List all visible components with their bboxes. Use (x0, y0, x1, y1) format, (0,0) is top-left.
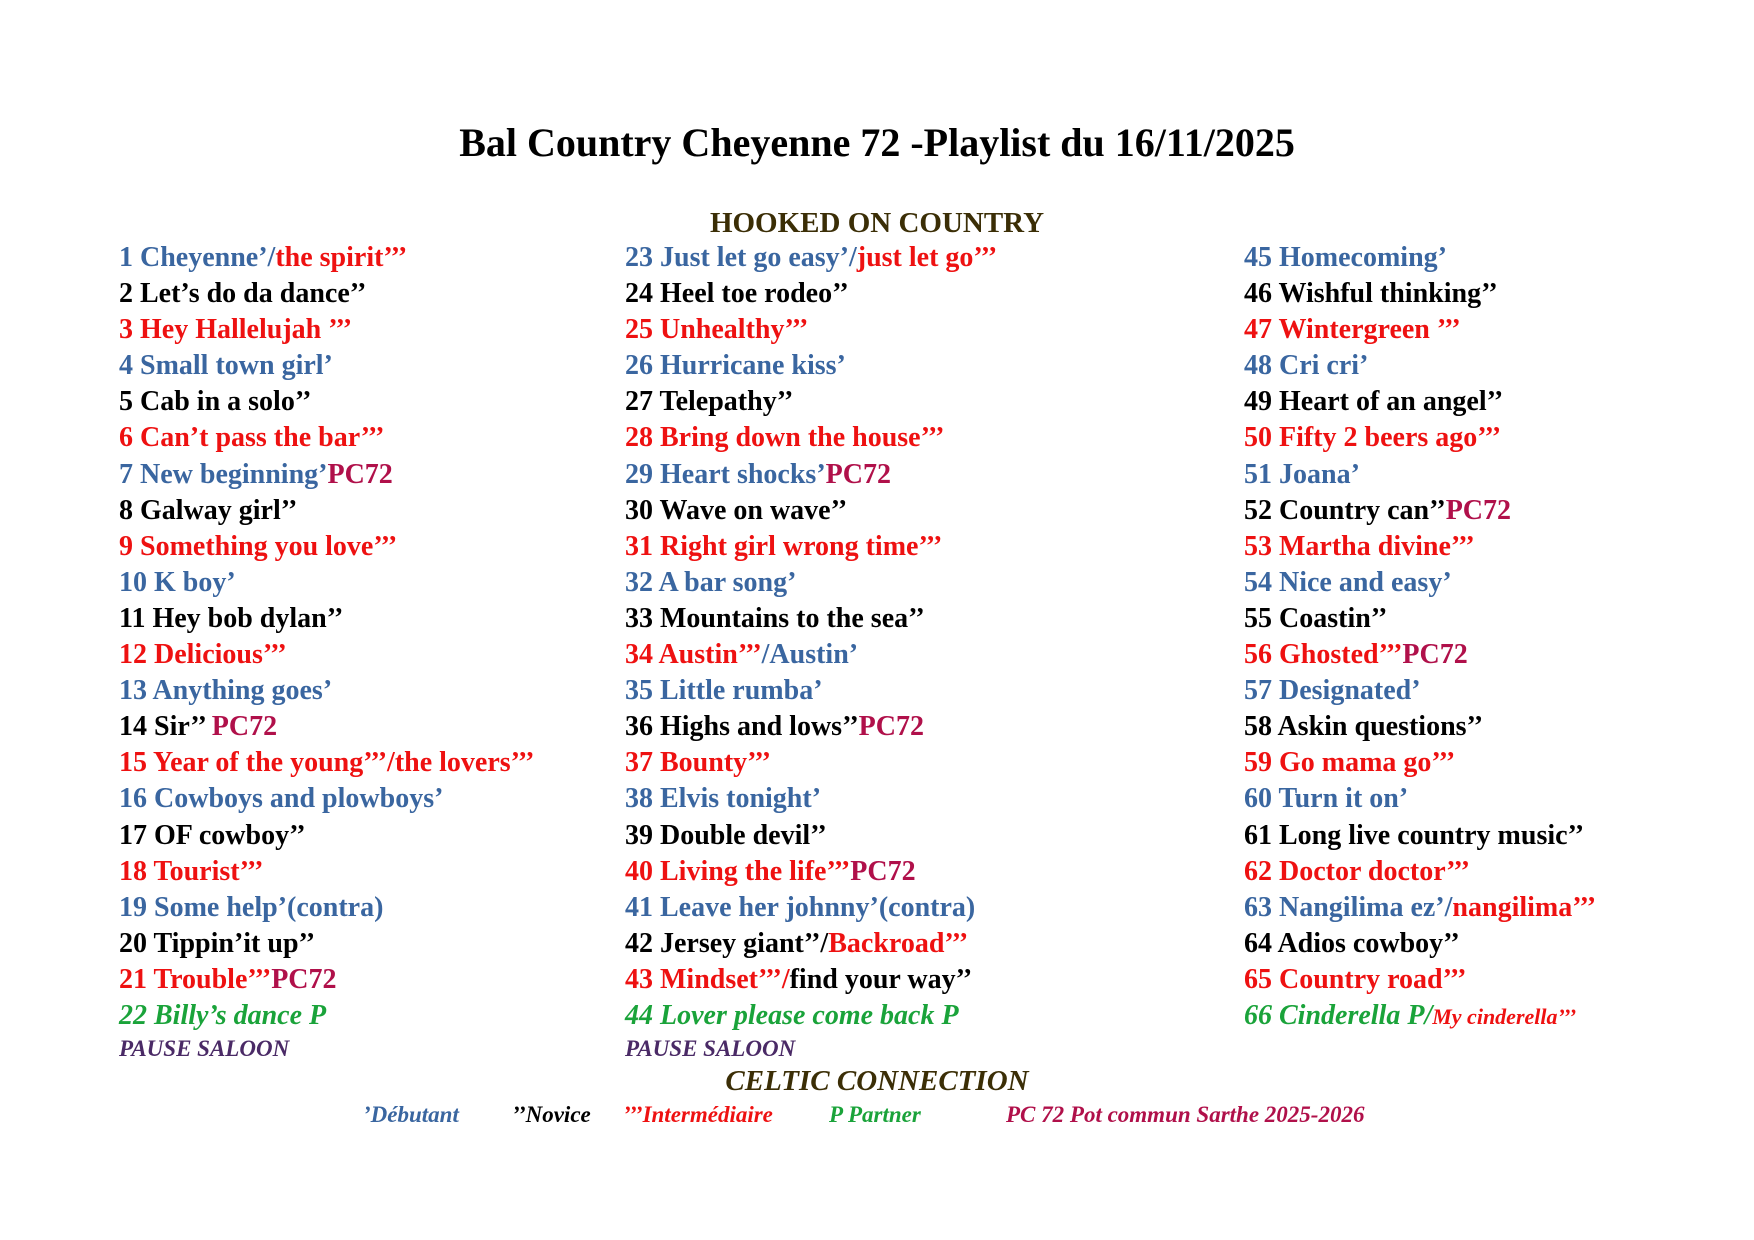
playlist-item (625, 745, 997, 781)
playlist-item (625, 420, 997, 456)
playlist-item-segment: 20 Tippin’it up’’ (119, 927, 316, 959)
playlist-item (1244, 745, 1596, 781)
playlist-item-segment: 55 Coastin’’ (1244, 602, 1388, 634)
playlist-item-segment: PC72 (825, 458, 891, 490)
playlist-item-segment: 23 Just let go easy’/ (625, 242, 857, 273)
playlist-item (119, 818, 535, 854)
playlist-item (119, 457, 535, 493)
playlist-item (119, 348, 535, 384)
legend (0, 1100, 1754, 1130)
playlist-item-segment: 51 Joana’ (1244, 458, 1360, 490)
playlist-item (1244, 601, 1596, 637)
playlist-item (625, 637, 997, 673)
playlist-item (1244, 926, 1596, 962)
playlist-item-segment: 3 Hey Hallelujah ’’’ (119, 314, 353, 346)
playlist-item (1244, 637, 1596, 673)
playlist-item (1244, 493, 1596, 529)
playlist-item (625, 240, 997, 276)
playlist-item-segment: 62 Doctor doctor’’’ (1244, 855, 1470, 887)
section-heading-top: HOOKED ON COUNTRY (709, 207, 1045, 239)
playlist-item (1244, 457, 1596, 493)
playlist-item-segment: 10 K boy’ (119, 566, 236, 598)
playlist-item-segment: 45 Homecoming’ (1244, 242, 1447, 273)
playlist-item-segment: nangilima’’’ (1452, 891, 1597, 923)
playlist-item (119, 493, 535, 529)
playlist-item-segment: 56 Ghosted’’’ (1244, 639, 1403, 671)
playlist-item (119, 312, 535, 348)
playlist-item (119, 709, 535, 745)
playlist-item (1244, 348, 1596, 384)
playlist-item (1244, 384, 1596, 420)
playlist-item-segment: 60 Turn it on’ (1244, 783, 1409, 815)
playlist-item (119, 673, 535, 709)
playlist-item-segment: find your way’’ (789, 963, 973, 995)
playlist-item (119, 890, 535, 926)
playlist-item-segment: 13 Anything goes’ (119, 675, 333, 707)
playlist-item-segment: 24 Heel toe rodeo’’ (625, 278, 849, 310)
playlist-column-2 (625, 240, 997, 1064)
playlist-item-segment: 17 OF cowboy’’ (119, 819, 306, 851)
page-title: Bal Country Cheyenne 72 -Playlist du 16/11/2025 (459, 120, 1295, 165)
playlist-item-segment: 7 New beginning’ (119, 458, 328, 490)
playlist-item-segment: 5 Cab in a solo’’ (119, 386, 312, 418)
playlist-item-segment: 48 Cri cri’ (1244, 350, 1369, 382)
playlist-item (625, 565, 997, 601)
playlist-item-segment: PC72 (327, 458, 393, 490)
playlist-column-3 (1244, 240, 1596, 1034)
playlist-item-segment: 18 Tourist’’’ (119, 855, 264, 887)
playlist-item (119, 854, 535, 890)
playlist-item (1244, 818, 1596, 854)
playlist-item (625, 962, 997, 998)
playlist-item (625, 276, 997, 312)
playlist-item (119, 637, 535, 673)
playlist-item (1244, 312, 1596, 348)
playlist-item-segment: 25 Unhealthy’’’ (625, 314, 809, 346)
legend-novice: ’’Novice (512, 1102, 591, 1127)
playlist-item-segment: 15 Year of the young’’’/the lovers’’’ (119, 747, 535, 779)
legend-partner: P Partner (829, 1102, 921, 1127)
playlist-item-segment: 63 Nangilima ez’/ (1244, 891, 1453, 923)
playlist-item (119, 998, 535, 1034)
playlist-item (119, 529, 535, 565)
playlist-item-segment: 33 Mountains to the sea’’ (625, 602, 925, 634)
playlist-item (625, 457, 997, 493)
playlist-item (1244, 890, 1596, 926)
playlist-item-segment: PC72 (271, 963, 337, 995)
playlist-item-segment: 36 Highs and lows’’ (625, 711, 859, 743)
playlist-item-segment: 65 Country road’’’ (1244, 963, 1467, 995)
playlist-item-segment: PC72 (858, 711, 924, 743)
playlist-item (119, 926, 535, 962)
playlist-item-segment: PC72 (850, 855, 916, 887)
playlist-item (1244, 420, 1596, 456)
playlist-item-segment: 53 Martha divine’’’ (1244, 530, 1475, 562)
playlist-item-segment: 19 Some help’(contra) (119, 891, 384, 923)
playlist-item-segment: 6 Can’t pass the bar’’’ (119, 422, 385, 454)
playlist-item (625, 348, 997, 384)
playlist-item-segment: 30 Wave on wave’’ (625, 494, 848, 526)
playlist-item-segment: Backroad’’’ (828, 927, 969, 959)
playlist-item (625, 601, 997, 637)
playlist-item (625, 781, 997, 817)
playlist-item (119, 384, 535, 420)
playlist-column-1 (119, 240, 535, 1064)
playlist-item-segment: 4 Small town girl’ (119, 350, 333, 382)
playlist-item-segment: 39 Double devil’’ (625, 819, 827, 851)
playlist-item (1244, 529, 1596, 565)
playlist-item-segment: 54 Nice and easy’ (1244, 566, 1452, 598)
playlist-item (625, 818, 997, 854)
playlist-item-segment: just let go’’’ (856, 242, 998, 273)
playlist-item (119, 240, 535, 276)
playlist-item (625, 926, 997, 962)
playlist-item-segment: PC72 (1402, 639, 1468, 671)
playlist-item-segment: 46 Wishful thinking’’ (1244, 278, 1498, 310)
playlist-item (625, 529, 997, 565)
playlist-item-segment: 21 Trouble’’’ (119, 963, 272, 995)
playlist-item (625, 312, 997, 348)
playlist-item (119, 601, 535, 637)
playlist-item-segment: 47 Wintergreen ’’’ (1244, 314, 1461, 346)
playlist-item-segment: 8 Galway girl’’ (119, 494, 298, 526)
playlist-item-segment: 14 Sir’’ (119, 711, 212, 743)
playlist-item-segment: 11 Hey bob dylan’’ (119, 602, 344, 634)
playlist-item-segment: 40 Living the life’’’ (625, 855, 851, 887)
playlist-item-segment: 42 Jersey giant’’/ (625, 927, 829, 959)
playlist-item (625, 673, 997, 709)
pause-label: PAUSE SALOON (119, 1036, 290, 1062)
playlist-item-segment: 9 Something you love’’’ (119, 530, 398, 562)
playlist-item-segment: 50 Fifty 2 beers ago’’’ (1244, 422, 1502, 454)
playlist-item (1244, 962, 1596, 998)
playlist-item-segment: 1 Cheyenne’/ (119, 242, 276, 273)
playlist-item (1244, 709, 1596, 745)
playlist-item (119, 276, 535, 312)
playlist-item-segment: 52 Country can’’ (1244, 494, 1446, 526)
playlist-item (625, 854, 997, 890)
playlist-item (625, 493, 997, 529)
playlist-item-segment: 27 Telepathy’’ (625, 386, 794, 418)
playlist-item-segment: 29 Heart shocks’ (625, 458, 826, 490)
legend-pc72: PC 72 Pot commun Sarthe 2025-2026 (1006, 1102, 1365, 1127)
playlist-item (1244, 781, 1596, 817)
playlist-item-segment: 57 Designated’ (1244, 675, 1421, 707)
playlist-item-segment: PC72 (1445, 494, 1512, 526)
playlist-item-segment: 61 Long live country music’’ (1244, 819, 1585, 851)
playlist-item-segment: PC72 (211, 711, 278, 743)
playlist-item-segment: 28 Bring down the house’’’ (625, 422, 945, 454)
playlist-item (625, 709, 997, 745)
playlist-item-segment: the spirit’’’ (275, 242, 408, 273)
playlist-item (1244, 276, 1596, 312)
playlist-item-segment: 43 Mindset’’’/ (625, 963, 790, 995)
legend-intermediaire: ’’’Intermédiaire (623, 1102, 773, 1127)
playlist-item-segment: 38 Elvis tonight’ (625, 783, 822, 815)
pause-label: PAUSE SALOON (625, 1036, 796, 1062)
playlist-item (119, 781, 535, 817)
playlist-item-segment: 44 Lover please come back P (625, 999, 959, 1031)
playlist-item (119, 565, 535, 601)
playlist-item-segment: 22 Billy’s dance P (119, 999, 327, 1031)
playlist-item-segment: 2 Let’s do da dance’’ (119, 278, 367, 310)
legend-debutant: ’Débutant (363, 1102, 459, 1127)
playlist-item-segment: 58 Askin questions’’ (1244, 711, 1484, 743)
playlist-item-segment: 64 Adios cowboy’’ (1244, 927, 1460, 959)
playlist-item-segment: 26 Hurricane kiss’ (625, 350, 846, 382)
playlist-item-segment: 12 Delicious’’’ (119, 639, 287, 671)
playlist-item-segment: 32 A bar song’ (625, 566, 797, 598)
playlist-item (625, 384, 997, 420)
playlist-item-segment: 37 Bounty’’’ (625, 747, 771, 779)
playlist-item-segment: 34 Austin’’’ (625, 639, 762, 671)
playlist-item (119, 420, 535, 456)
playlist-item (625, 890, 997, 926)
playlist-item-segment: 16 Cowboys and plowboys’ (119, 783, 444, 815)
playlist-item (119, 745, 535, 781)
playlist-item (1244, 854, 1596, 890)
playlist-item (1244, 998, 1596, 1034)
playlist-item (1244, 673, 1596, 709)
playlist-item (1244, 240, 1596, 276)
playlist-item-segment: 59 Go mama go’’’ (1244, 747, 1456, 779)
playlist-item-segment: /Austin’ (761, 639, 859, 671)
section-heading-bottom: CELTIC CONNECTION (725, 1065, 1029, 1097)
playlist-item-segment: 35 Little rumba’ (625, 675, 823, 707)
playlist-item-segment: 49 Heart of an angel’’ (1244, 386, 1504, 418)
playlist-item (119, 962, 535, 998)
playlist-item-segment: 41 Leave her johnny’(contra) (625, 891, 976, 923)
playlist-item (625, 998, 997, 1034)
playlist-item-segment: 31 Right girl wrong time’’’ (625, 530, 943, 562)
playlist-item-segment: My cinderella’’’ (1432, 1003, 1577, 1029)
playlist-item-segment: 66 Cinderella P/ (1244, 999, 1433, 1031)
playlist-item (1244, 565, 1596, 601)
